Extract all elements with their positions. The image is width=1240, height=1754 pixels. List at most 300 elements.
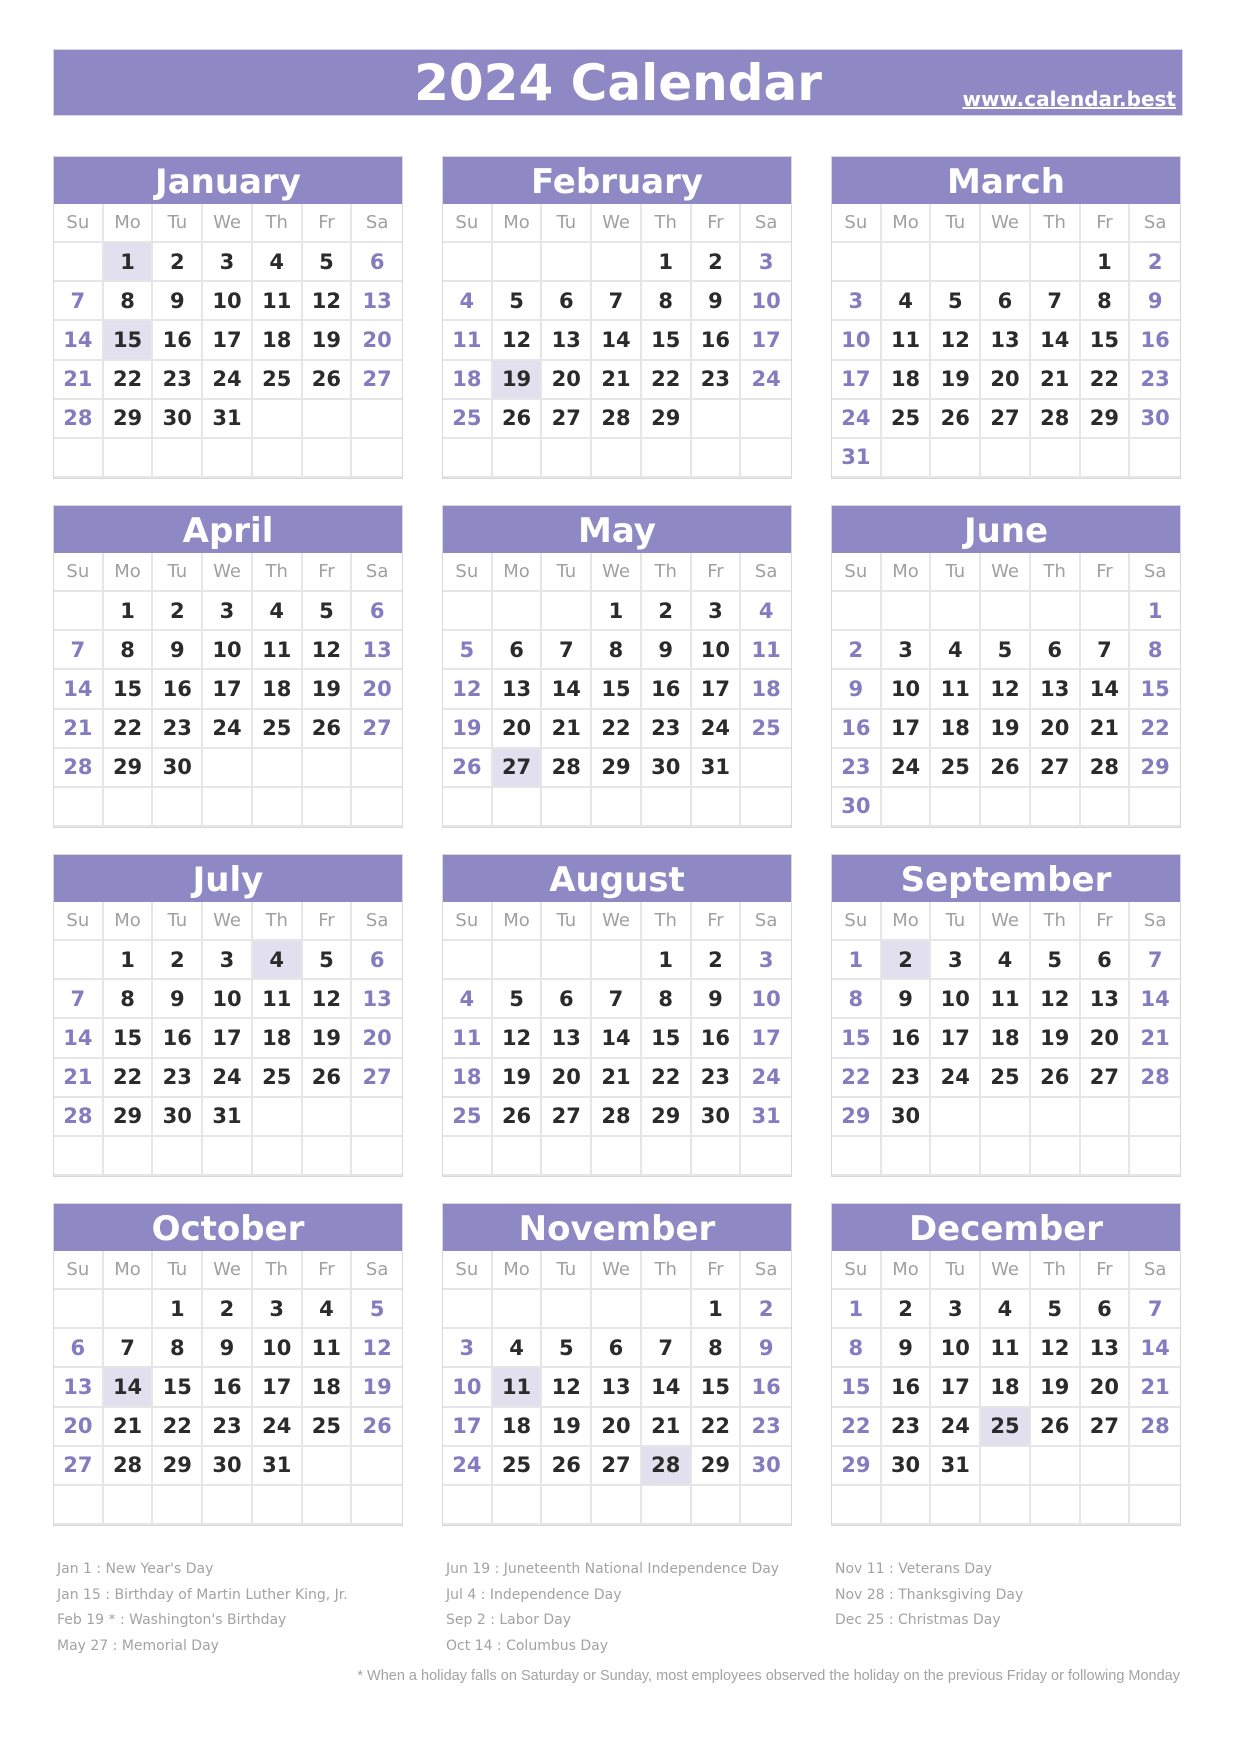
day-cell[interactable]: 26	[303, 1059, 353, 1098]
day-cell[interactable]: 20	[1081, 1019, 1131, 1058]
day-cell[interactable]: 30	[153, 400, 203, 439]
day-cell[interactable]: 15	[104, 321, 154, 360]
day-cell[interactable]: 7	[592, 282, 642, 321]
day-cell[interactable]: 17	[832, 361, 882, 400]
day-cell[interactable]: 10	[253, 1329, 303, 1368]
day-cell[interactable]: 14	[592, 1019, 642, 1058]
day-cell[interactable]: 14	[54, 670, 104, 709]
day-cell[interactable]: 12	[303, 282, 353, 321]
day-cell[interactable]: 24	[882, 749, 932, 788]
day-cell[interactable]: 24	[832, 400, 882, 439]
day-cell[interactable]: 30	[741, 1447, 791, 1486]
day-cell[interactable]: 8	[104, 631, 154, 670]
day-cell[interactable]: 19	[443, 710, 493, 749]
day-cell[interactable]: 12	[1031, 980, 1081, 1019]
day-cell[interactable]: 25	[981, 1059, 1031, 1098]
day-cell[interactable]: 28	[592, 400, 642, 439]
day-cell[interactable]: 16	[882, 1019, 932, 1058]
day-cell[interactable]: 13	[493, 670, 543, 709]
day-cell[interactable]: 10	[203, 980, 253, 1019]
day-cell[interactable]: 12	[981, 670, 1031, 709]
day-cell[interactable]: 19	[493, 1059, 543, 1098]
day-cell[interactable]: 4	[493, 1329, 543, 1368]
day-cell[interactable]: 12	[931, 321, 981, 360]
day-cell[interactable]: 13	[54, 1368, 104, 1407]
day-cell[interactable]: 21	[104, 1408, 154, 1447]
day-cell[interactable]: 25	[493, 1447, 543, 1486]
day-cell[interactable]: 31	[203, 400, 253, 439]
day-cell[interactable]: 6	[542, 282, 592, 321]
day-cell[interactable]: 20	[493, 710, 543, 749]
day-cell[interactable]: 5	[493, 282, 543, 321]
day-cell[interactable]: 29	[1081, 400, 1131, 439]
day-cell[interactable]: 23	[882, 1059, 932, 1098]
day-cell[interactable]: 29	[153, 1447, 203, 1486]
day-cell[interactable]: 1	[1130, 592, 1180, 631]
day-cell[interactable]: 16	[153, 1019, 203, 1058]
day-cell[interactable]: 6	[1081, 941, 1131, 980]
day-cell[interactable]: 21	[592, 1059, 642, 1098]
day-cell[interactable]: 18	[253, 670, 303, 709]
day-cell[interactable]: 9	[882, 1329, 932, 1368]
day-cell[interactable]: 5	[931, 282, 981, 321]
day-cell[interactable]: 3	[253, 1290, 303, 1329]
day-cell[interactable]: 28	[1130, 1059, 1180, 1098]
day-cell[interactable]: 15	[104, 670, 154, 709]
day-cell[interactable]: 7	[54, 631, 104, 670]
day-cell[interactable]: 22	[153, 1408, 203, 1447]
day-cell[interactable]: 30	[692, 1098, 742, 1137]
day-cell[interactable]: 17	[203, 670, 253, 709]
day-cell[interactable]: 9	[832, 670, 882, 709]
day-cell[interactable]: 16	[642, 670, 692, 709]
day-cell[interactable]: 11	[303, 1329, 353, 1368]
day-cell[interactable]: 10	[692, 631, 742, 670]
day-cell[interactable]: 21	[1081, 710, 1131, 749]
day-cell[interactable]: 17	[882, 710, 932, 749]
day-cell[interactable]: 19	[303, 1019, 353, 1058]
day-cell[interactable]: 3	[931, 941, 981, 980]
day-cell[interactable]: 12	[1031, 1329, 1081, 1368]
day-cell[interactable]: 25	[931, 749, 981, 788]
day-cell[interactable]: 23	[642, 710, 692, 749]
day-cell[interactable]: 23	[741, 1408, 791, 1447]
day-cell[interactable]: 7	[54, 980, 104, 1019]
day-cell[interactable]: 26	[1031, 1059, 1081, 1098]
day-cell[interactable]: 2	[153, 592, 203, 631]
day-cell[interactable]: 1	[832, 941, 882, 980]
day-cell[interactable]: 17	[931, 1368, 981, 1407]
day-cell[interactable]: 17	[741, 321, 791, 360]
day-cell[interactable]: 26	[1031, 1408, 1081, 1447]
day-cell[interactable]: 30	[882, 1098, 932, 1137]
day-cell[interactable]: 27	[1031, 749, 1081, 788]
day-cell[interactable]: 24	[203, 361, 253, 400]
day-cell[interactable]: 17	[203, 321, 253, 360]
day-cell[interactable]: 2	[203, 1290, 253, 1329]
day-cell[interactable]: 3	[741, 243, 791, 282]
day-cell[interactable]: 3	[203, 243, 253, 282]
day-cell[interactable]: 25	[443, 400, 493, 439]
day-cell[interactable]: 3	[692, 592, 742, 631]
day-cell[interactable]: 27	[352, 710, 402, 749]
day-cell[interactable]: 27	[352, 361, 402, 400]
day-cell[interactable]: 13	[352, 631, 402, 670]
day-cell[interactable]: 3	[882, 631, 932, 670]
day-cell[interactable]: 30	[1130, 400, 1180, 439]
day-cell[interactable]: 1	[642, 243, 692, 282]
day-cell[interactable]: 7	[54, 282, 104, 321]
day-cell[interactable]: 8	[592, 631, 642, 670]
day-cell[interactable]: 25	[253, 710, 303, 749]
day-cell[interactable]: 2	[153, 243, 203, 282]
day-cell[interactable]: 11	[931, 670, 981, 709]
day-cell[interactable]: 21	[54, 1059, 104, 1098]
day-cell[interactable]: 24	[203, 710, 253, 749]
day-cell[interactable]: 31	[931, 1447, 981, 1486]
day-cell[interactable]: 1	[642, 941, 692, 980]
day-cell[interactable]: 23	[1130, 361, 1180, 400]
day-cell[interactable]: 24	[741, 361, 791, 400]
day-cell[interactable]: 1	[1081, 243, 1131, 282]
day-cell[interactable]: 23	[692, 1059, 742, 1098]
day-cell[interactable]: 15	[153, 1368, 203, 1407]
day-cell[interactable]: 16	[692, 1019, 742, 1058]
day-cell[interactable]: 18	[303, 1368, 353, 1407]
day-cell[interactable]: 25	[882, 400, 932, 439]
day-cell[interactable]: 23	[153, 361, 203, 400]
day-cell[interactable]: 8	[642, 980, 692, 1019]
day-cell[interactable]: 5	[303, 243, 353, 282]
day-cell[interactable]: 26	[303, 710, 353, 749]
day-cell[interactable]: 3	[741, 941, 791, 980]
day-cell[interactable]: 28	[1081, 749, 1131, 788]
day-cell[interactable]: 22	[1130, 710, 1180, 749]
day-cell[interactable]: 26	[542, 1447, 592, 1486]
day-cell[interactable]: 31	[692, 749, 742, 788]
day-cell[interactable]: 24	[443, 1447, 493, 1486]
day-cell[interactable]: 17	[253, 1368, 303, 1407]
day-cell[interactable]: 12	[493, 321, 543, 360]
day-cell[interactable]: 18	[741, 670, 791, 709]
day-cell[interactable]: 6	[352, 941, 402, 980]
day-cell[interactable]: 20	[981, 361, 1031, 400]
day-cell[interactable]: 23	[153, 710, 203, 749]
day-cell[interactable]: 4	[981, 941, 1031, 980]
day-cell[interactable]: 19	[303, 321, 353, 360]
day-cell[interactable]: 10	[832, 321, 882, 360]
day-cell[interactable]: 7	[1031, 282, 1081, 321]
day-cell[interactable]: 26	[493, 1098, 543, 1137]
day-cell[interactable]: 20	[542, 1059, 592, 1098]
day-cell[interactable]: 23	[203, 1408, 253, 1447]
day-cell[interactable]: 19	[303, 670, 353, 709]
day-cell[interactable]: 26	[303, 361, 353, 400]
day-cell[interactable]: 15	[104, 1019, 154, 1058]
day-cell[interactable]: 27	[592, 1447, 642, 1486]
day-cell[interactable]: 29	[104, 400, 154, 439]
day-cell[interactable]: 16	[203, 1368, 253, 1407]
day-cell[interactable]: 12	[303, 631, 353, 670]
day-cell[interactable]: 8	[1081, 282, 1131, 321]
day-cell[interactable]: 29	[832, 1447, 882, 1486]
day-cell[interactable]: 7	[542, 631, 592, 670]
day-cell[interactable]: 5	[1031, 941, 1081, 980]
day-cell[interactable]: 7	[104, 1329, 154, 1368]
day-cell[interactable]: 15	[642, 321, 692, 360]
day-cell[interactable]: 22	[1081, 361, 1131, 400]
day-cell[interactable]: 14	[592, 321, 642, 360]
day-cell[interactable]: 28	[592, 1098, 642, 1137]
day-cell[interactable]: 4	[303, 1290, 353, 1329]
day-cell[interactable]: 27	[1081, 1408, 1131, 1447]
day-cell[interactable]: 16	[692, 321, 742, 360]
day-cell[interactable]: 15	[832, 1019, 882, 1058]
day-cell[interactable]: 20	[352, 1019, 402, 1058]
day-cell[interactable]: 10	[741, 980, 791, 1019]
day-cell[interactable]: 14	[104, 1368, 154, 1407]
day-cell[interactable]: 21	[592, 361, 642, 400]
day-cell[interactable]: 16	[882, 1368, 932, 1407]
day-cell[interactable]: 13	[352, 282, 402, 321]
day-cell[interactable]: 27	[542, 400, 592, 439]
day-cell[interactable]: 30	[642, 749, 692, 788]
day-cell[interactable]: 27	[981, 400, 1031, 439]
day-cell[interactable]: 28	[1130, 1408, 1180, 1447]
day-cell[interactable]: 5	[443, 631, 493, 670]
day-cell[interactable]: 30	[153, 749, 203, 788]
day-cell[interactable]: 21	[1130, 1019, 1180, 1058]
day-cell[interactable]: 10	[931, 1329, 981, 1368]
day-cell[interactable]: 22	[642, 1059, 692, 1098]
day-cell[interactable]: 4	[253, 941, 303, 980]
day-cell[interactable]: 29	[592, 749, 642, 788]
day-cell[interactable]: 28	[54, 400, 104, 439]
day-cell[interactable]: 21	[542, 710, 592, 749]
day-cell[interactable]: 27	[542, 1098, 592, 1137]
day-cell[interactable]: 8	[153, 1329, 203, 1368]
day-cell[interactable]: 20	[592, 1408, 642, 1447]
day-cell[interactable]: 29	[642, 1098, 692, 1137]
day-cell[interactable]: 20	[352, 670, 402, 709]
day-cell[interactable]: 13	[592, 1368, 642, 1407]
day-cell[interactable]: 1	[104, 592, 154, 631]
day-cell[interactable]: 21	[1130, 1368, 1180, 1407]
day-cell[interactable]: 5	[303, 592, 353, 631]
day-cell[interactable]: 1	[832, 1290, 882, 1329]
day-cell[interactable]: 3	[832, 282, 882, 321]
day-cell[interactable]: 4	[443, 282, 493, 321]
day-cell[interactable]: 8	[692, 1329, 742, 1368]
day-cell[interactable]: 6	[592, 1329, 642, 1368]
day-cell[interactable]: 6	[1031, 631, 1081, 670]
day-cell[interactable]: 9	[203, 1329, 253, 1368]
day-cell[interactable]: 2	[692, 243, 742, 282]
day-cell[interactable]: 6	[542, 980, 592, 1019]
day-cell[interactable]: 7	[1130, 1290, 1180, 1329]
day-cell[interactable]: 11	[253, 282, 303, 321]
day-cell[interactable]: 19	[1031, 1019, 1081, 1058]
day-cell[interactable]: 3	[203, 592, 253, 631]
day-cell[interactable]: 23	[153, 1059, 203, 1098]
day-cell[interactable]: 6	[54, 1329, 104, 1368]
day-cell[interactable]: 6	[352, 592, 402, 631]
day-cell[interactable]: 19	[542, 1408, 592, 1447]
day-cell[interactable]: 28	[104, 1447, 154, 1486]
day-cell[interactable]: 3	[203, 941, 253, 980]
day-cell[interactable]: 15	[1081, 321, 1131, 360]
day-cell[interactable]: 18	[981, 1368, 1031, 1407]
day-cell[interactable]: 25	[253, 1059, 303, 1098]
day-cell[interactable]: 9	[153, 631, 203, 670]
day-cell[interactable]: 2	[1130, 243, 1180, 282]
day-cell[interactable]: 16	[741, 1368, 791, 1407]
day-cell[interactable]: 24	[253, 1408, 303, 1447]
day-cell[interactable]: 18	[443, 1059, 493, 1098]
day-cell[interactable]: 26	[352, 1408, 402, 1447]
day-cell[interactable]: 4	[443, 980, 493, 1019]
day-cell[interactable]: 19	[493, 361, 543, 400]
day-cell[interactable]: 29	[104, 1098, 154, 1137]
day-cell[interactable]: 27	[493, 749, 543, 788]
day-cell[interactable]: 19	[352, 1368, 402, 1407]
day-cell[interactable]: 22	[832, 1059, 882, 1098]
day-cell[interactable]: 30	[203, 1447, 253, 1486]
day-cell[interactable]: 8	[104, 980, 154, 1019]
day-cell[interactable]: 30	[153, 1098, 203, 1137]
day-cell[interactable]: 22	[592, 710, 642, 749]
day-cell[interactable]: 6	[352, 243, 402, 282]
day-cell[interactable]: 28	[642, 1447, 692, 1486]
day-cell[interactable]: 17	[692, 670, 742, 709]
day-cell[interactable]: 5	[1031, 1290, 1081, 1329]
day-cell[interactable]: 3	[443, 1329, 493, 1368]
day-cell[interactable]: 18	[253, 321, 303, 360]
day-cell[interactable]: 26	[443, 749, 493, 788]
day-cell[interactable]: 10	[443, 1368, 493, 1407]
day-cell[interactable]: 17	[741, 1019, 791, 1058]
day-cell[interactable]: 1	[592, 592, 642, 631]
day-cell[interactable]: 14	[1031, 321, 1081, 360]
day-cell[interactable]: 12	[303, 980, 353, 1019]
day-cell[interactable]: 20	[1081, 1368, 1131, 1407]
day-cell[interactable]: 11	[443, 1019, 493, 1058]
day-cell[interactable]: 8	[1130, 631, 1180, 670]
day-cell[interactable]: 9	[1130, 282, 1180, 321]
day-cell[interactable]: 11	[882, 321, 932, 360]
day-cell[interactable]: 10	[203, 631, 253, 670]
day-cell[interactable]: 25	[443, 1098, 493, 1137]
day-cell[interactable]: 28	[54, 1098, 104, 1137]
day-cell[interactable]: 23	[882, 1408, 932, 1447]
day-cell[interactable]: 16	[153, 321, 203, 360]
day-cell[interactable]: 25	[741, 710, 791, 749]
day-cell[interactable]: 9	[692, 282, 742, 321]
day-cell[interactable]: 9	[741, 1329, 791, 1368]
day-cell[interactable]: 14	[1130, 1329, 1180, 1368]
day-cell[interactable]: 21	[642, 1408, 692, 1447]
day-cell[interactable]: 7	[1130, 941, 1180, 980]
day-cell[interactable]: 11	[253, 980, 303, 1019]
website-link[interactable]: www.calendar.best	[962, 87, 1176, 111]
day-cell[interactable]: 20	[54, 1408, 104, 1447]
day-cell[interactable]: 29	[832, 1098, 882, 1137]
day-cell[interactable]: 19	[981, 710, 1031, 749]
day-cell[interactable]: 13	[542, 1019, 592, 1058]
day-cell[interactable]: 31	[203, 1098, 253, 1137]
day-cell[interactable]: 9	[642, 631, 692, 670]
day-cell[interactable]: 10	[882, 670, 932, 709]
day-cell[interactable]: 25	[303, 1408, 353, 1447]
day-cell[interactable]: 12	[352, 1329, 402, 1368]
day-cell[interactable]: 15	[642, 1019, 692, 1058]
day-cell[interactable]: 18	[931, 710, 981, 749]
day-cell[interactable]: 18	[882, 361, 932, 400]
day-cell[interactable]: 5	[493, 980, 543, 1019]
day-cell[interactable]: 1	[153, 1290, 203, 1329]
day-cell[interactable]: 4	[253, 592, 303, 631]
day-cell[interactable]: 24	[692, 710, 742, 749]
day-cell[interactable]: 29	[692, 1447, 742, 1486]
day-cell[interactable]: 11	[493, 1368, 543, 1407]
day-cell[interactable]: 20	[1031, 710, 1081, 749]
day-cell[interactable]: 3	[931, 1290, 981, 1329]
day-cell[interactable]: 5	[542, 1329, 592, 1368]
day-cell[interactable]: 22	[692, 1408, 742, 1447]
day-cell[interactable]: 2	[882, 941, 932, 980]
day-cell[interactable]: 6	[981, 282, 1031, 321]
day-cell[interactable]: 14	[1081, 670, 1131, 709]
day-cell[interactable]: 9	[153, 282, 203, 321]
day-cell[interactable]: 10	[203, 282, 253, 321]
day-cell[interactable]: 28	[1031, 400, 1081, 439]
day-cell[interactable]: 14	[1130, 980, 1180, 1019]
day-cell[interactable]: 11	[253, 631, 303, 670]
day-cell[interactable]: 10	[931, 980, 981, 1019]
day-cell[interactable]: 23	[692, 361, 742, 400]
day-cell[interactable]: 29	[642, 400, 692, 439]
day-cell[interactable]: 1	[104, 941, 154, 980]
day-cell[interactable]: 15	[1130, 670, 1180, 709]
day-cell[interactable]: 12	[542, 1368, 592, 1407]
day-cell[interactable]: 14	[54, 1019, 104, 1058]
day-cell[interactable]: 23	[832, 749, 882, 788]
day-cell[interactable]: 2	[692, 941, 742, 980]
day-cell[interactable]: 8	[832, 980, 882, 1019]
day-cell[interactable]: 22	[104, 710, 154, 749]
day-cell[interactable]: 5	[352, 1290, 402, 1329]
day-cell[interactable]: 16	[153, 670, 203, 709]
day-cell[interactable]: 4	[253, 243, 303, 282]
day-cell[interactable]: 5	[981, 631, 1031, 670]
day-cell[interactable]: 11	[981, 980, 1031, 1019]
day-cell[interactable]: 27	[54, 1447, 104, 1486]
day-cell[interactable]: 19	[1031, 1368, 1081, 1407]
day-cell[interactable]: 18	[981, 1019, 1031, 1058]
day-cell[interactable]: 2	[832, 631, 882, 670]
day-cell[interactable]: 26	[981, 749, 1031, 788]
day-cell[interactable]: 21	[54, 361, 104, 400]
day-cell[interactable]: 24	[931, 1059, 981, 1098]
day-cell[interactable]: 18	[253, 1019, 303, 1058]
day-cell[interactable]: 9	[882, 980, 932, 1019]
day-cell[interactable]: 13	[1081, 1329, 1131, 1368]
day-cell[interactable]: 31	[741, 1098, 791, 1137]
day-cell[interactable]: 14	[542, 670, 592, 709]
day-cell[interactable]: 22	[832, 1408, 882, 1447]
day-cell[interactable]: 14	[642, 1368, 692, 1407]
day-cell[interactable]: 12	[493, 1019, 543, 1058]
